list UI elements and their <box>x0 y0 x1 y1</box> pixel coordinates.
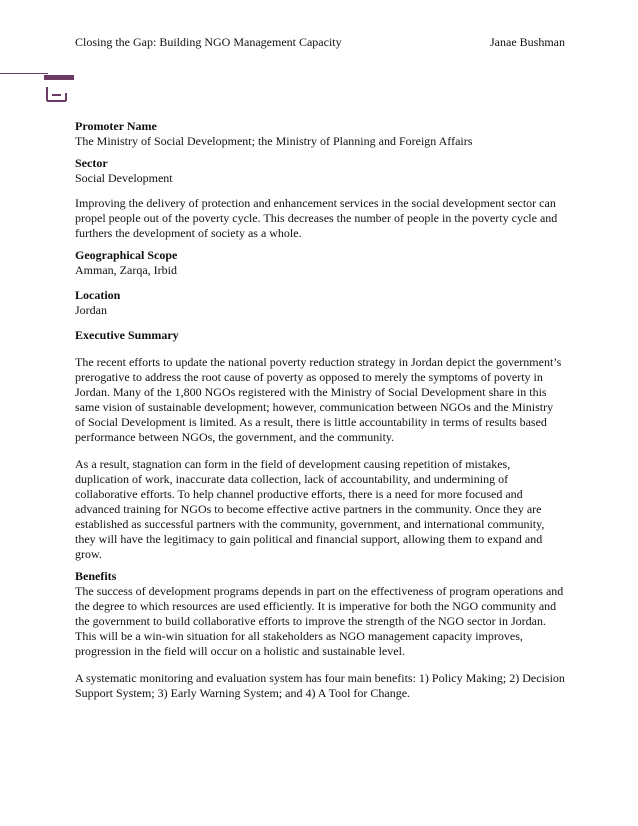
benefits-heading: Benefits <box>75 569 117 583</box>
geographical-scope-text: Amman, Zarqa, Irbid <box>75 263 177 277</box>
sector-heading: Sector <box>75 156 108 170</box>
author-name: Janae Bushman <box>490 35 565 49</box>
executive-summary-heading: Executive Summary <box>75 328 179 342</box>
geographical-scope-heading: Geographical Scope <box>75 248 178 262</box>
sector-text: Social Development <box>75 171 173 185</box>
header-rule-block <box>44 75 74 80</box>
promoter-heading: Promoter Name <box>75 119 157 133</box>
location-text: Jordan <box>75 303 107 317</box>
promoter-text: The Ministry of Social Development; the Ministry of Planning and Foreign Affairs <box>75 134 473 148</box>
document-body <box>75 119 565 701</box>
executive-summary-paragraph-1: The recent efforts to update the national poverty reduction strategy in Jordan depict the government’s prerogative to address the root cause of poverty as opposed to merely the symptoms of poverty in Jordan. Many of the 1,800 NGOs registered with the Ministry of Social Development share in this same vision of sustainable development; however, communication between NGOs and the Ministry of Social Development is limited. As a result, there is little accountability in terms of results based performance between NGOs, the government, and the community. <box>75 355 562 444</box>
header-rule-line <box>0 73 48 74</box>
benefits-paragraph-2: A systematic monitoring and evaluation system has four main benefits: 1) Policy Making; 2) Decision Support System; 3) Early Warning System; and 4) A Tool for Change. <box>75 671 565 700</box>
document-title: Closing the Gap: Building NGO Management Capacity <box>75 35 342 49</box>
benefits-paragraph-1: The success of development programs depends in part on the effectiveness of program operations and the degree to which resources are used efficiently. It is imperative for both the NGO community and the government to build collaborative efforts to improve the strength of the NGO sector in Jordan. This will be a win-win situation for all stakeholders as NGO management capacity improves, progression in the field will occur on a holistic and sustainable level. <box>75 584 564 658</box>
location-heading: Location <box>75 288 121 302</box>
sector-paragraph: Improving the delivery of protection and enhancement services in the social development sector can propel people out of the poverty cycle. This decreases the number of people in the poverty cycle and furthers the development of society as a whole. <box>75 196 558 240</box>
footnote-hook-icon <box>44 85 70 103</box>
executive-summary-paragraph-2: As a result, stagnation can form in the field of development causing repetition of mistakes, duplication of work, inaccurate data collection, lack of accountability, and undermining of collaborative efforts. To help channel productive efforts, there is a need for more focused and advanced training for NGOs to become effective active partners in the community. Once they are established as successful partners with the community, government, and international community, they will have the legitimacy to gain political and financial support, allowing them to expand and grow. <box>75 457 545 561</box>
page-header <box>75 33 565 51</box>
